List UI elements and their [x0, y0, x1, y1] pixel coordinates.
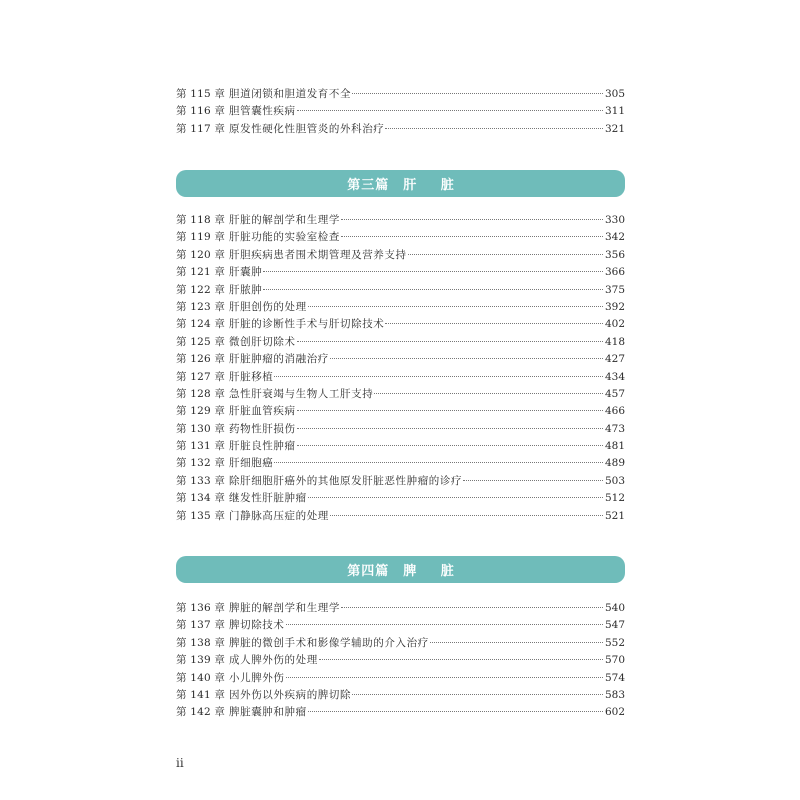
toc-entry-130[interactable] — [176, 421, 625, 438]
dot-leader — [297, 428, 603, 429]
chapter-number: 第 138 章 — [176, 636, 226, 649]
chapter-title: 除肝细胞肝癌外的其他原发肝脏恶性肿瘤的诊疗 — [229, 474, 463, 487]
chapter-title: 肝脏血管疾病 — [229, 405, 296, 418]
page-number: 466 — [604, 405, 625, 418]
dot-leader — [274, 376, 603, 377]
page-number: 427 — [604, 353, 625, 366]
chapter-number: 第 139 章 — [176, 654, 226, 667]
page-number: 434 — [604, 370, 625, 383]
toc-entry-141[interactable] — [176, 687, 625, 704]
page-number: 311 — [604, 105, 625, 118]
page-number: 602 — [604, 706, 625, 719]
toc-entry-124[interactable] — [176, 316, 625, 333]
chapter-number: 第 133 章 — [176, 474, 226, 487]
toc-group-1 — [176, 212, 625, 525]
chapter-title: 肝脓肿 — [229, 283, 263, 296]
chapter-title: 肝脏移植 — [229, 370, 274, 383]
dot-leader — [286, 624, 603, 625]
dot-leader — [385, 323, 603, 324]
part-number: 第三篇 — [347, 178, 390, 193]
toc-entry-127[interactable] — [176, 369, 625, 386]
chapter-number: 第 135 章 — [176, 509, 226, 522]
chapter-number: 第 124 章 — [176, 318, 226, 331]
toc-entry-128[interactable] — [176, 386, 625, 403]
page-number: 583 — [604, 688, 625, 701]
chapter-number: 第 142 章 — [176, 706, 226, 719]
chapter-number: 第 140 章 — [176, 671, 226, 684]
toc-entry-133[interactable] — [176, 473, 625, 490]
toc-entry-134[interactable] — [176, 490, 625, 507]
chapter-title: 小儿脾外伤 — [229, 671, 285, 684]
chapter-title: 肝脏良性肿瘤 — [229, 440, 296, 453]
chapter-number: 第 122 章 — [176, 283, 226, 296]
chapter-number: 第 127 章 — [176, 370, 226, 383]
chapter-number: 第 117 章 — [176, 122, 226, 135]
toc-entry-139[interactable] — [176, 652, 625, 669]
chapter-title: 脾脏的解剖学和生理学 — [229, 602, 340, 614]
page-number: 342 — [604, 231, 625, 244]
chapter-title: 肝细胞癌 — [229, 457, 274, 470]
part-banner-liver — [176, 170, 625, 197]
dot-leader — [308, 306, 603, 307]
page-number: 375 — [604, 283, 625, 296]
dot-leader — [341, 236, 603, 237]
chapter-title: 肝脏的诊断性手术与肝切除技术 — [229, 318, 385, 331]
toc-entry-142[interactable] — [176, 704, 625, 721]
chapter-number: 第 116 章 — [176, 105, 226, 118]
toc-entry-125[interactable] — [176, 334, 625, 351]
chapter-number: 第 141 章 — [176, 688, 226, 701]
chapter-title: 继发性肝脏肿瘤 — [229, 492, 307, 505]
chapter-title: 成人脾外伤的处理 — [229, 654, 318, 667]
chapter-title: 肝胆创伤的处理 — [229, 300, 307, 313]
page-number: 503 — [604, 474, 625, 487]
dot-leader — [263, 289, 603, 290]
dot-leader — [308, 711, 603, 712]
chapter-title: 急性肝衰竭与生物人工肝支持 — [229, 387, 374, 400]
page-number: 305 — [604, 88, 625, 100]
chapter-number: 第 115 章 — [176, 88, 226, 100]
chapter-title: 肝胆疾病患者围术期管理及营养支持 — [229, 248, 407, 261]
toc-group-0 — [176, 86, 625, 138]
chapter-title: 肝脏肿瘤的消融治疗 — [229, 353, 329, 366]
page-number: 481 — [604, 440, 625, 453]
toc-entry-122[interactable] — [176, 282, 625, 299]
toc-entry-116[interactable] — [176, 103, 625, 120]
dot-leader — [352, 694, 603, 695]
chapter-title: 微创肝切除术 — [229, 335, 296, 348]
dot-leader — [297, 410, 603, 411]
chapter-number: 第 119 章 — [176, 231, 226, 244]
page-number: 366 — [604, 266, 625, 279]
dot-leader — [430, 642, 603, 643]
page-number: 457 — [604, 387, 625, 400]
page-number: 512 — [604, 492, 625, 505]
dot-leader — [330, 515, 603, 516]
chapter-number: 第 131 章 — [176, 440, 226, 453]
chapter-title: 脾脏的微创手术和影像学辅助的介入治疗 — [229, 636, 429, 649]
toc-entry-118[interactable] — [176, 212, 625, 229]
dot-leader — [274, 462, 603, 463]
page-number: 552 — [604, 636, 625, 649]
dot-leader — [374, 393, 603, 394]
toc-entry-132[interactable] — [176, 455, 625, 472]
toc-entry-137[interactable] — [176, 617, 625, 634]
page-number: 402 — [604, 318, 625, 331]
toc-entry-119[interactable] — [176, 229, 625, 246]
page-number: 473 — [604, 422, 625, 435]
dot-leader — [297, 445, 603, 446]
chapter-number: 第 129 章 — [176, 405, 226, 418]
toc-entry-135[interactable] — [176, 508, 625, 525]
page-number: 547 — [604, 619, 625, 632]
chapter-title: 因外伤以外疾病的脾切除 — [229, 688, 352, 701]
chapter-title: 原发性硬化性胆管炎的外科治疗 — [229, 122, 385, 135]
dot-leader — [352, 93, 603, 94]
chapter-number: 第 130 章 — [176, 422, 226, 435]
dot-leader — [463, 480, 603, 481]
chapter-number: 第 125 章 — [176, 335, 226, 348]
chapter-title: 胆管囊性疾病 — [229, 105, 296, 118]
toc-entry-120[interactable] — [176, 247, 625, 264]
part-title: 脾 脏 — [403, 564, 464, 579]
chapter-title: 肝脏的解剖学和生理学 — [229, 214, 340, 226]
toc-entry-138[interactable] — [176, 635, 625, 652]
chapter-number: 第 121 章 — [176, 266, 226, 279]
dot-leader — [341, 607, 603, 608]
page-folio: ii — [176, 756, 184, 770]
toc-entry-115[interactable] — [176, 86, 625, 103]
chapter-title: 肝脏功能的实验室检查 — [229, 231, 340, 244]
toc-entry-126[interactable] — [176, 351, 625, 368]
chapter-title: 胆道闭锁和胆道发育不全 — [229, 88, 352, 100]
chapter-number: 第 123 章 — [176, 300, 226, 313]
dot-leader — [297, 110, 603, 111]
chapter-number: 第 134 章 — [176, 492, 226, 505]
chapter-title: 肝囊肿 — [229, 266, 263, 279]
page-number: 574 — [604, 671, 625, 684]
dot-leader — [330, 358, 603, 359]
part-title: 肝 脏 — [403, 178, 464, 193]
toc-group-2 — [176, 600, 625, 722]
page-number: 356 — [604, 248, 625, 261]
page-number: 570 — [604, 654, 625, 667]
toc-entry-117[interactable] — [176, 121, 625, 138]
page-number: 540 — [604, 602, 625, 614]
toc-entry-136[interactable] — [176, 600, 625, 617]
dot-leader — [341, 219, 603, 220]
dot-leader — [297, 341, 603, 342]
toc-entry-121[interactable] — [176, 264, 625, 281]
part-banner-spleen — [176, 556, 625, 583]
chapter-title: 脾切除技术 — [229, 619, 285, 632]
chapter-number: 第 118 章 — [176, 214, 226, 226]
page-number: 418 — [604, 335, 625, 348]
chapter-number: 第 137 章 — [176, 619, 226, 632]
chapter-number: 第 132 章 — [176, 457, 226, 470]
toc-entry-123[interactable] — [176, 299, 625, 316]
chapter-number: 第 126 章 — [176, 353, 226, 366]
dot-leader — [263, 271, 603, 272]
page-number: 489 — [604, 457, 625, 470]
dot-leader — [385, 128, 603, 129]
part-number: 第四篇 — [347, 564, 390, 579]
dot-leader — [308, 497, 603, 498]
chapter-title: 门静脉高压症的处理 — [229, 509, 329, 522]
chapter-number: 第 120 章 — [176, 248, 226, 261]
chapter-number: 第 136 章 — [176, 602, 226, 614]
toc-entry-129[interactable] — [176, 403, 625, 420]
toc-entry-140[interactable] — [176, 670, 625, 687]
chapter-title: 脾脏囊肿和肿瘤 — [229, 706, 307, 719]
page-number: 330 — [604, 214, 625, 226]
dot-leader — [408, 254, 603, 255]
chapter-number: 第 128 章 — [176, 387, 226, 400]
page-number: 392 — [604, 300, 625, 313]
page-number: 521 — [604, 509, 625, 522]
page-number: 321 — [604, 122, 625, 135]
chapter-title: 药物性肝损伤 — [229, 422, 296, 435]
toc-entry-131[interactable] — [176, 438, 625, 455]
dot-leader — [286, 677, 603, 678]
dot-leader — [319, 659, 603, 660]
